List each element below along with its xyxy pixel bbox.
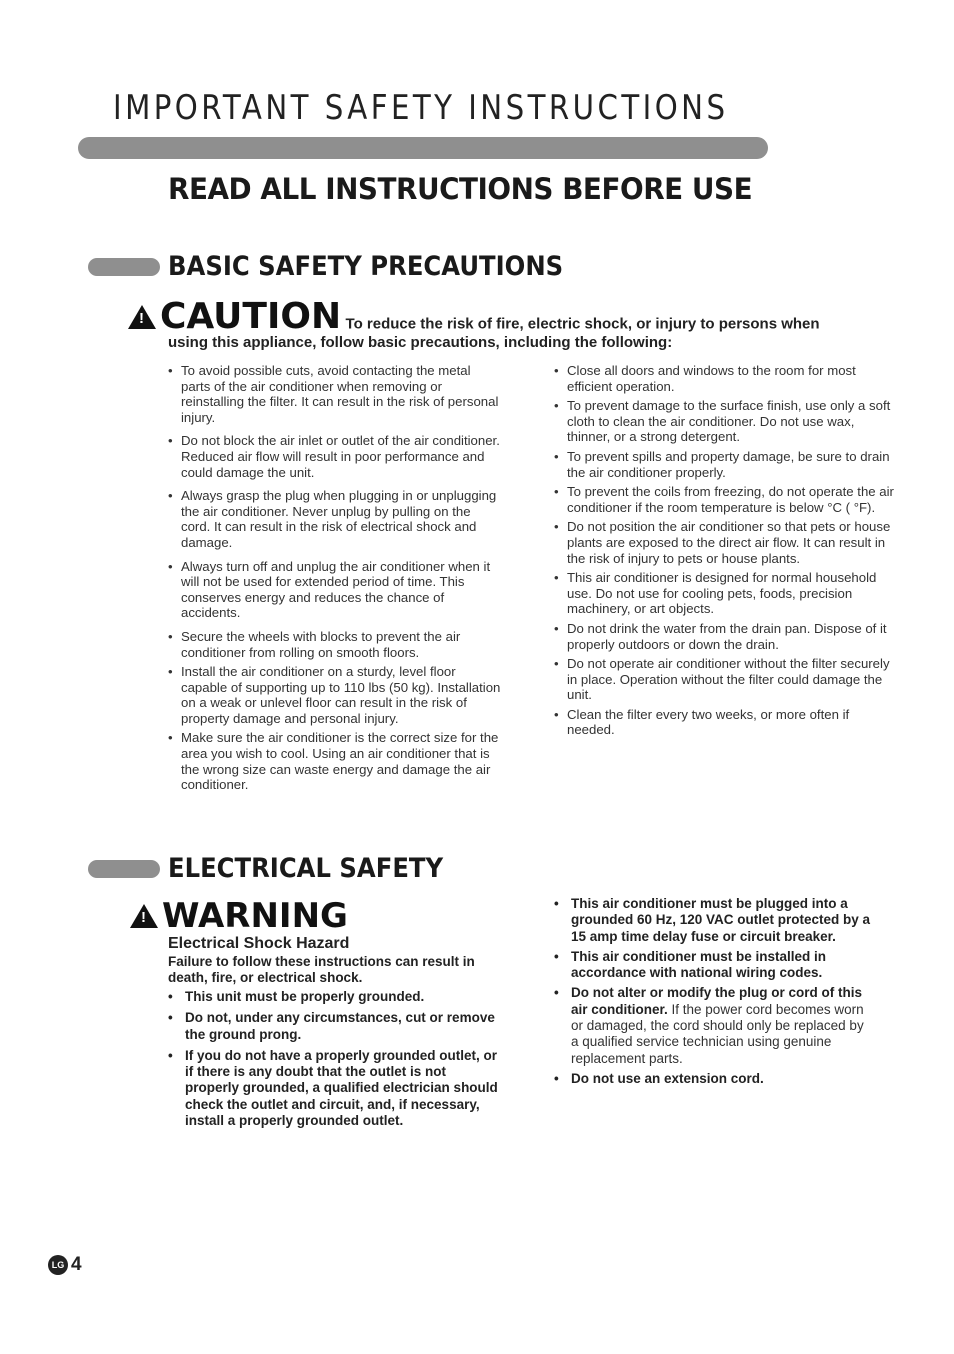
list-item: • Do not operate air conditioner without the filter securely in place. Operation without the filter could damage the unit. xyxy=(554,656,894,703)
warning-word: WARNING xyxy=(162,896,348,936)
caution-label xyxy=(128,296,341,337)
list-item: • If you do not have a properly grounded outlet, or if there is any doubt that the outlet is not properly grounded, a qualified electrician should check the outlet and circuit, and, if necessary, install a properly grounded outlet. xyxy=(168,1048,503,1129)
list-item: • This unit must be properly grounded. xyxy=(168,989,503,1005)
section-pill xyxy=(88,860,160,878)
title-bar xyxy=(78,137,768,159)
basic-right-list xyxy=(554,363,894,738)
page-subtitle: READ ALL INSTRUCTIONS BEFORE USE xyxy=(168,172,753,206)
list-item: • Do not block the air inlet or outlet of the air conditioner. Reduced air flow will result in poor performance and could damage the unit. xyxy=(168,433,503,480)
warning-triangle-icon xyxy=(130,904,158,928)
list-item xyxy=(554,985,874,1066)
warning-triangle-icon xyxy=(128,305,156,329)
list-item: • Do not drink the water from the drain pan. Dispose of it properly outdoors or down the drain. xyxy=(554,621,894,652)
list-item: • Make sure the air conditioner is the correct size for the area you wish to cool. Using an air conditioner that is the wrong size can waste energy and damage the air conditioner. xyxy=(168,730,503,792)
warning-block xyxy=(130,896,348,936)
page-number: 4 xyxy=(71,1254,82,1275)
list-item: • Always turn off and unplug the air conditioner when it will not be used for extended period of time. This conserves energy and reduces the chance of accidents. xyxy=(168,559,503,621)
list-item: • Do not, under any circumstances, cut or remove the ground prong. xyxy=(168,1010,503,1043)
electrical-right-list xyxy=(554,896,874,1087)
page-footer xyxy=(48,1254,82,1276)
list-item: • Install the air conditioner on a sturdy, level floor capable of supporting up to 110 lbs (50 kg). Installation on a weak or unlevel floor can result in the risk of property damage and personal injury. xyxy=(168,664,503,726)
section-pill xyxy=(88,258,160,276)
list-item xyxy=(554,1071,874,1087)
list-item xyxy=(554,949,874,982)
basic-left-list xyxy=(168,363,503,793)
warning-label xyxy=(130,896,348,936)
basic-safety-header xyxy=(88,251,607,282)
hazard-description: Failure to follow these instructions can result in death, fire, or electrical shock. xyxy=(168,954,475,985)
basic-safety-title: BASIC SAFETY PRECAUTIONS xyxy=(168,251,564,282)
caution-text-line2: using this appliance, follow basic precautions, including the following: xyxy=(168,334,673,351)
list-item xyxy=(554,896,874,945)
item-bold-text: Do not use an extension cord. xyxy=(571,1070,764,1086)
item-bold-text: Do not alter or modify the plug or cord of this air conditioner. xyxy=(571,985,862,1017)
electrical-safety-header xyxy=(88,853,474,884)
lg-logo-icon: LG xyxy=(48,1255,68,1275)
caution-row xyxy=(128,296,888,337)
list-item: • This air conditioner is designed for normal household use. Do not use for cooling pets, foods, precision machinery, or art objects. xyxy=(554,570,894,617)
page-title: IMPORTANT SAFETY INSTRUCTIONS xyxy=(113,88,729,128)
item-bold-text: This air conditioner must be plugged into a grounded 60 Hz, 120 VAC outlet protected by a 15 amp time delay fuse or circuit breaker. xyxy=(571,896,871,944)
list-item: • Do not position the air conditioner so that pets or house plants are exposed to the direct air flow. It can result in the risk of injury to pets or house plants. xyxy=(554,519,894,566)
list-item: • Secure the wheels with blocks to prevent the air conditioner from rolling on smooth floors. xyxy=(168,629,503,660)
list-item: • To avoid possible cuts, avoid contacting the metal parts of the air conditioner when removing or reinstalling the filter. It can result in the risk of personal injury. xyxy=(168,363,503,425)
caution-word: CAUTION xyxy=(160,296,342,337)
list-item: • Clean the filter every two weeks, or more often if needed. xyxy=(554,707,894,738)
list-item: • Close all doors and windows to the room for most efficient operation. xyxy=(554,363,894,394)
item-normal-text: If the power cord becomes worn or damaged, the cord should only be replaced by a qualified service technician using genuine replacement parts. xyxy=(571,1001,864,1066)
list-item: • To prevent spills and property damage, be sure to drain the air conditioner properly. xyxy=(554,449,894,480)
list-item: • Always grasp the plug when plugging in or unplugging the air conditioner. Never unplug by pulling on the cord. It can result in the risk of electrical shock and damage. xyxy=(168,488,503,550)
item-bold-text: This air conditioner must be installed in accordance with national wiring codes. xyxy=(571,948,827,981)
hazard-title: Electrical Shock Hazard xyxy=(168,935,350,952)
electrical-left-list xyxy=(168,989,503,1129)
electrical-safety-title: ELECTRICAL SAFETY xyxy=(168,853,444,884)
caution-text-line1: To reduce the risk of fire, electric shock, or injury to persons when xyxy=(345,315,820,333)
list-item: • To prevent the coils from freezing, do not operate the air conditioner if the room temperature is below °C ( °F). xyxy=(554,484,894,515)
list-item: • To prevent damage to the surface finish, use only a soft cloth to clean the air conditioner. Do not use wax, thinner, or a strong detergent. xyxy=(554,398,894,445)
